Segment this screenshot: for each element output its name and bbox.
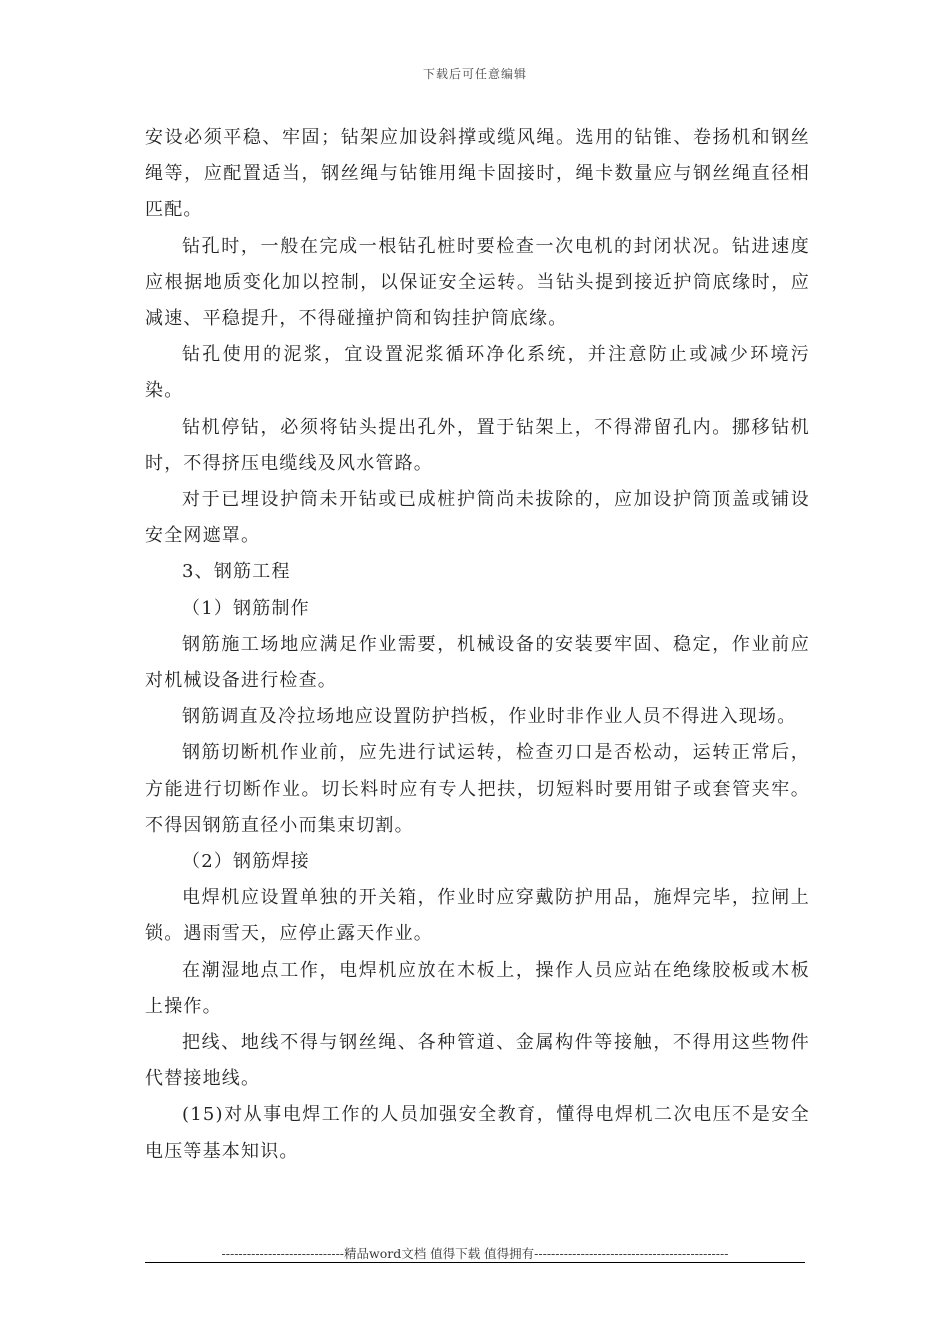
paragraph: 把线、地线不得与钢丝绳、各种管道、金属构件等接触，不得用这些物件代替接地线。 <box>145 1032 810 1090</box>
paragraph: 钻孔使用的泥浆，宜设置泥浆循环净化系统，并注意防止或减少环境污染。 <box>145 344 810 402</box>
paragraph: 安设必须平稳、牢固；钻架应加设斜撑或缆风绳。选用的钻锥、卷扬机和钢丝绳等，应配置适当，钢丝绳与钻锥用绳卡固接时，绳卡数量应与钢丝绳直径相匹配。 <box>145 127 810 221</box>
paragraph: 钢筋施工场地应满足作业需要，机械设备的安装要牢固、稳定，作业前应对机械设备进行检查。 <box>145 633 810 692</box>
paragraph: 钢筋切断机作业前，应先进行试运转，检查刃口是否松动，运转正常后，方能进行切断作业。切长料时应有专人把扶，切短料时要用钳子或套管夹牢。不得因钢筋直径小而集束切割。 <box>145 742 810 836</box>
page-header: 下载后可任意编辑 <box>422 67 527 81</box>
paragraph: (15)对从事电焊工作的人员加强安全教育，懂得电焊机二次电压不是安全电压等基本知识。 <box>145 1104 810 1162</box>
paragraph: 在潮湿地点工作，电焊机应放在木板上，操作人员应站在绝缘胶板或木板上操作。 <box>145 959 810 1017</box>
footer-divider <box>145 1262 805 1263</box>
section-heading: 3、钢筋工程 <box>182 561 291 583</box>
paragraph: 钢筋调直及冷拉场地应设置防护挡板，作业时非作业人员不得进入现场。 <box>182 706 797 728</box>
subsection-heading: （2）钢筋焊接 <box>182 851 310 873</box>
document-body <box>145 120 810 1170</box>
paragraph: 钻机停钻，必须将钻头提出孔外，置于钻架上，不得滞留孔内。挪移钻机时，不得挤压电缆线及风水管路。 <box>145 416 810 474</box>
paragraph: 对于已埋设护筒未开钻或已成桩护筒尚未拔除的，应加设护筒顶盖或铺设安全网遮罩。 <box>145 489 810 547</box>
subsection-heading: （1）钢筋制作 <box>182 597 310 619</box>
page-footer: -----------------------------精品word文档 值得下载 值得拥有---------------------------------------------- <box>221 1246 729 1261</box>
paragraph: 钻孔时，一般在完成一根钻孔桩时要检查一次电机的封闭状况。钻进速度应根据地质变化加以控制，以保证安全运转。当钻头提到接近护筒底缘时，应减速、平稳提升，不得碰撞护筒和钩挂护筒底缘。 <box>145 235 810 330</box>
paragraph: 电焊机应设置单独的开关箱，作业时应穿戴防护用品，施焊完毕，拉闸上锁。遇雨雪天，应停止露天作业。 <box>145 887 810 945</box>
